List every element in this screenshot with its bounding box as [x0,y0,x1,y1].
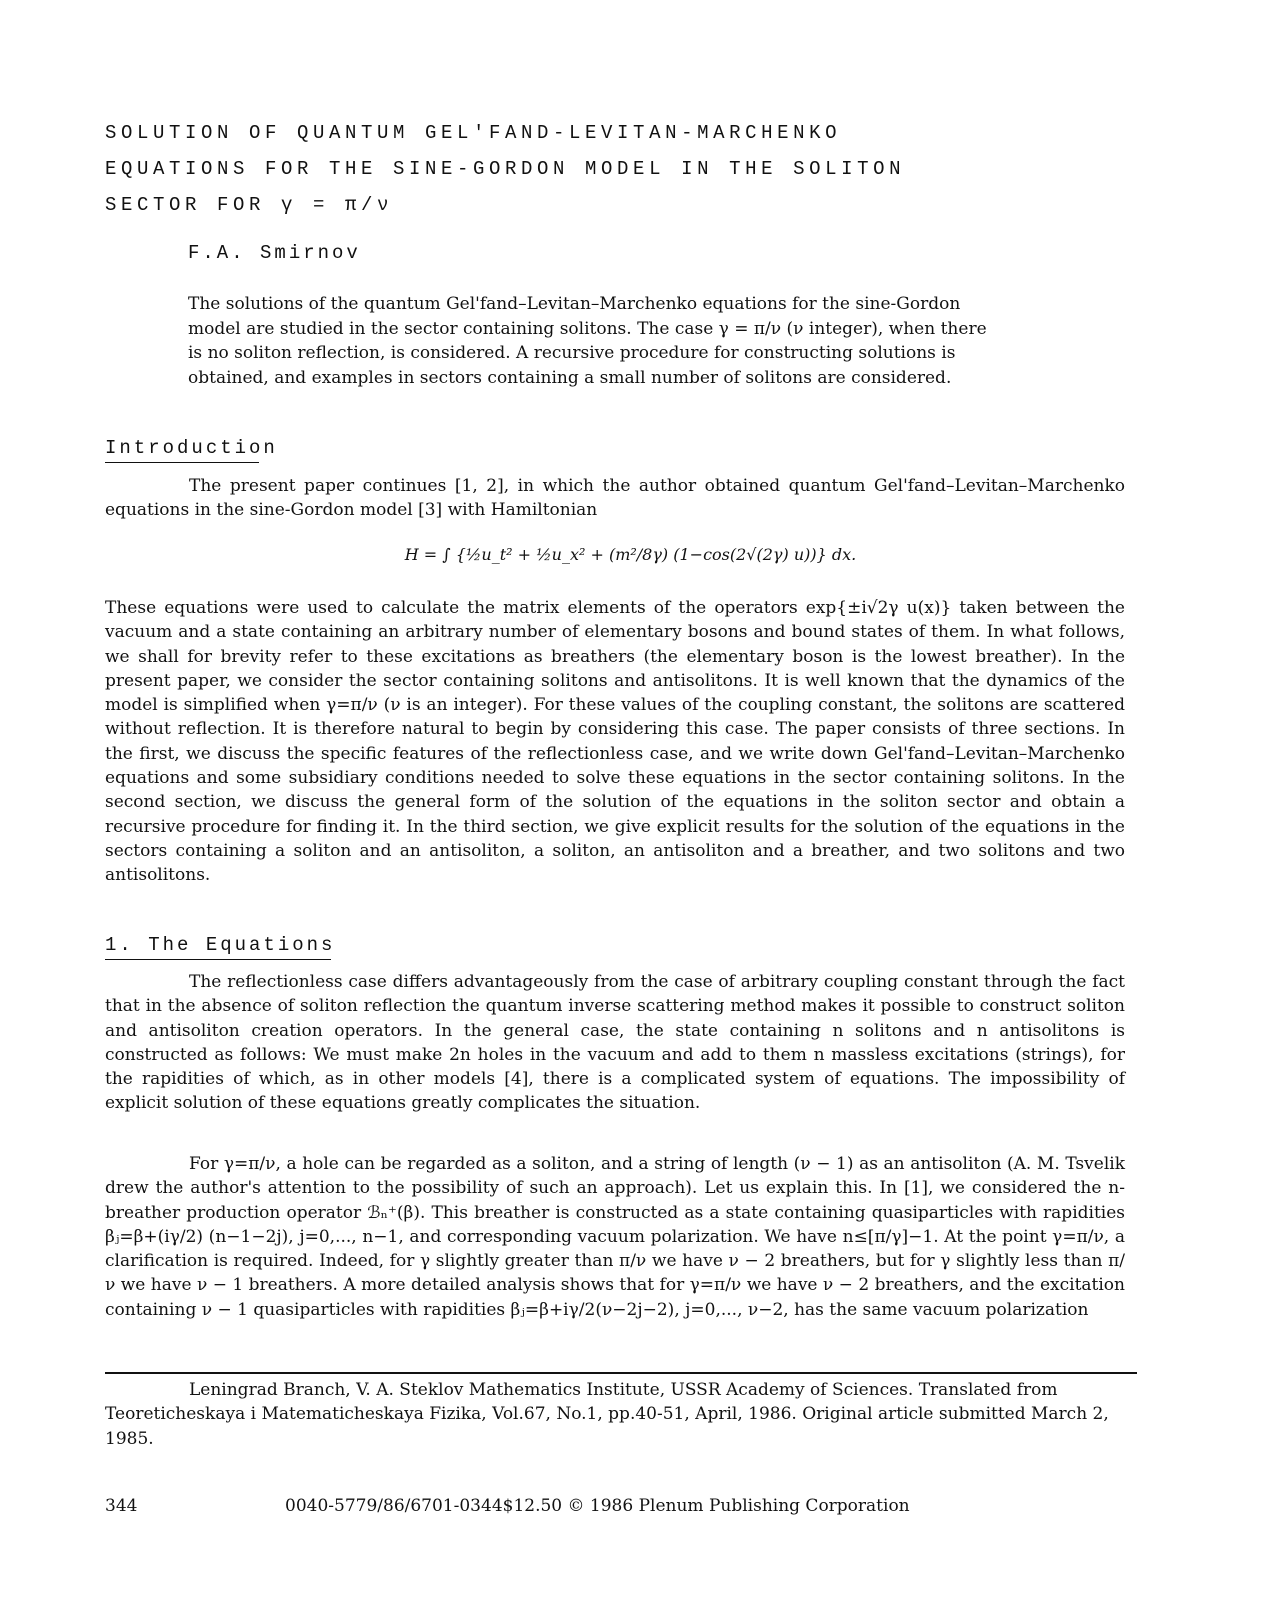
section-1-heading [105,934,335,956]
title-line-2: EQUATIONS FOR THE SINE-GORDON MODEL IN THE SOLITON [105,158,906,180]
heading-underline [105,462,259,464]
title-line-1: SOLUTION OF QUANTUM GEL'FAND-LEVITAN-MARCHENKO [105,122,842,144]
copyright-line: 0040-5779/86/6701-0344$12.50 © 1986 Plenum Publishing Corporation [285,1496,910,1516]
footnote: Leningrad Branch, V. A. Steklov Mathematics Institute, USSR Academy of Sciences. Translated from Teoreticheskaya i Matematicheskaya Fizika, Vol.67, No.1, pp.40-51, April, 1986. Original article submitted March 2, 1985. [105,1380,1109,1449]
page-number: 344 [105,1496,138,1516]
section-1-paragraph-1: The reflectionless case differs advantageously from the case of arbitrary coupling constant through the fact that in the absence of soliton reflection the quantum inverse scattering method makes it possible to construct soliton and antisoliton creation operators. In the general case, the state containing n solitons and n antisolitons is constructed as follows: We must make 2n holes in the vacuum and add to them n massless excitations (strings), for the rapidities of which, as in other models [4], there is a complicated system of equations. The impossibility of explicit solution of these equations greatly complicates the situation. [105,972,1125,1114]
introduction-heading [105,437,278,459]
section-1-paragraph-2: For γ=π/ν, a hole can be regarded as a soliton, and a string of length (ν − 1) as an antisoliton (A. M. Tsvelik drew the author's attention to the possibility of such an approach). Let us explain this. In [1], we considered the n-breather production operator ℬₙ⁺(β). This breather is constructed as a state containing quasiparticles with rapidities βⱼ=β+(iγ/2) (n−1−2j), j=0,..., n−1, and corresponding vacuum polarization. We have n≤[π/γ]−1. At the point γ=π/ν, a clarification is required. Indeed, for γ slightly greater than π/ν we have ν − 2 breathers, but for γ slightly less than π/ν we have ν − 1 breathers. A more detailed analysis shows that for γ=π/ν we have ν − 2 breathers, and the excitation containing ν − 1 quasiparticles with rapidities βⱼ=β+iγ/2(ν−2j−2), j=0,..., ν−2, has the same vacuum polarization [105,1154,1125,1320]
introduction-paragraph-2: These equations were used to calculate the matrix elements of the operators exp{±i√2γ u(x)} taken between the vacuum and a state containing an arbitrary number of elementary bosons and bound states of them. In what follows, we shall for brevity refer to these excitations as breathers (the elementary boson is the lowest breather). In the present paper, we consider the sector containing solitons and antisolitons. It is well known that the dynamics of the model is simplified when γ=π/ν (ν is an integer). For these values of the coupling constant, the solitons are scattered without reflection. It is therefore natural to begin by considering this case. The paper consists of three sections. In the first, we discuss the specific features of the reflectionless case, and we write down Gel'fand–Levitan–Marchenko equations and some subsidiary conditions needed to solve these equations in the sector containing solitons. In the second section, we discuss the general form of the solution of the equations in the soliton sector and obtain a recursive procedure for finding it. In the third section, we give explicit results for the solution of the equations in the sectors containing a soliton and an antisoliton, a soliton, an antisoliton and a breather, and two solitons and two antisolitons. [105,598,1125,886]
heading-underline [105,959,331,961]
title-line-3: SECTOR FOR γ = π/ν [105,194,394,216]
introduction-paragraph-1: The present paper continues [1, 2], in which the author obtained quantum Gel'fand–Levitan–Marchenko equations in the sine-Gordon model [3] with Hamiltonian [105,476,1125,521]
hamiltonian-equation: H = ∫ {½u_t² + ½u_x² + (m²/8γ) (1−cos(2√(2γ) u))} dx. [404,545,857,564]
introduction-heading-text: Introduction [105,437,278,459]
footnote-divider [105,1372,1137,1374]
author: F.A. Smirnov [188,242,361,264]
abstract: The solutions of the quantum Gel'fand–Levitan–Marchenko equations for the sine-Gordon model are studied in the sector containing solitons. The case γ = π/ν (ν integer), when there is no soliton reflection, is considered. A recursive procedure for constructing solutions is obtained, and examples in sectors containing a small number of solitons are considered. [188,294,987,388]
section-1-heading-text: 1. The Equations [105,934,336,956]
